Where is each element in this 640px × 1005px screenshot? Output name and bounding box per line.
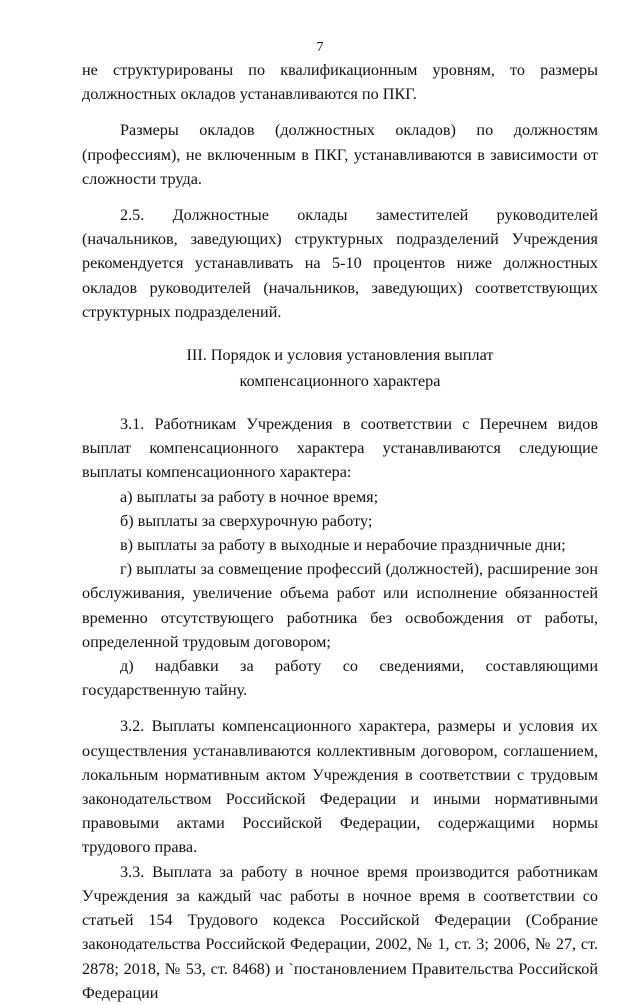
section-heading-line2: компенсационного характера	[239, 372, 441, 391]
paragraph-salary-sizes: Размеры окладов (должностных окладов) по должностям (профессиям), не включенным в ПКГ, устанавливаются в зависимости от сложности труда.	[82, 121, 598, 188]
document-body	[82, 58, 598, 1005]
page-number: 7	[316, 40, 324, 55]
paragraph-continuation: не структурированы по квалификационным уровням, то размеры должностных окладов устанавливаются по ПКГ.	[82, 61, 598, 104]
list-item-g: г) выплаты за совмещение профессий (должностей), расширение зон обслуживания, увеличение объема работ или исполнение обязанностей временно отсутствующего работника без освобождения от работы, определенной трудовым договором;	[82, 560, 598, 651]
list-item-a: а) выплаты за работу в ночное время;	[120, 487, 379, 506]
section-heading-iii	[82, 342, 598, 394]
list-item-d: д) надбавки за работу со сведениями, составляющими государственную тайну.	[82, 657, 598, 700]
section-heading-line1: III. Порядок и условия установления выплат	[186, 346, 494, 365]
paragraph-3-2: 3.2. Выплаты компенсационного характера, размеры и условия их осуществления устанавливаются коллективным договором, соглашением, локальным нормативным актом Учреждения в соответствии с трудовым законодательством Российской Федерации и иными нормативными правовыми актами Российской Федерации, содержащими нормы трудового права.	[82, 717, 598, 857]
paragraph-3-1: 3.1. Работникам Учреждения в соответствии с Перечнем видов выплат компенсационного характера устанавливаются следующие выплаты компенсационного характера:	[82, 415, 598, 482]
paragraph-2-5: 2.5. Должностные оклады заместителей руководителей (начальников, заведующих) структурных подразделений Учреждения рекомендуется устанавливать на 5-10 процентов ниже должностных окладов руководителей (начальников, заведующих) соответствующих структурных подразделений.	[82, 206, 598, 321]
list-item-v: в) выплаты за работу в выходные и нерабочие праздничные дни;	[120, 536, 566, 555]
list-item-b: б) выплаты за сверхурочную работу;	[120, 511, 373, 530]
paragraph-3-3: 3.3. Выплата за работу в ночное время производится работникам Учреждения за каждый час работы в ночное время в соответствии со статьей 154 Трудового кодекса Российской Федерации (Собрание законодательства Российской Федерации, 2002, № 1, ст. 3; 2006, № 27, ст. 2878; 2018, № 53, ст. 8468) и `постановлением Правительства Российской Федерации	[82, 862, 598, 1002]
